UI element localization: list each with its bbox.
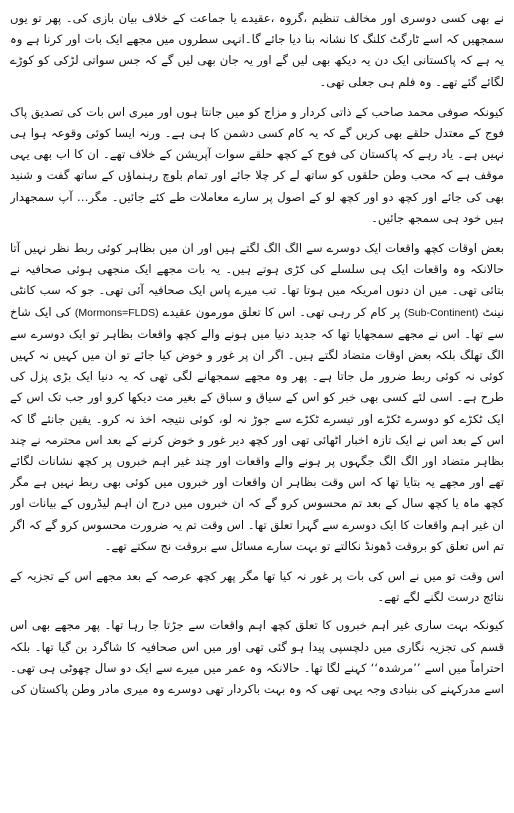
paragraph-5: کیونکہ بہت ساری غیر اہم خبروں کا تعلق کچھ اہم واقعات سے جڑتا جا رہا تھا۔ پھر مجھے بھی اس قسم کی تجزیہ نگاری میں دلچسپی پیدا ہو گئی تھی اور میں اس صحافیہ کا شاگرد بن گیا تھا۔ بلکہ احتراماً میں اسے ’’مرشدہ‘‘ کہنے لگا تھا۔ حالانکہ وہ عمر میں میرے سے ایک دو سال چھوٹی ہی تھی۔ اسے مدرکہنے کی بنیادی وجہ یہی تھی کہ وہ بہت باکردار تھی دوسرے وہ میری مادر وطن پاکستان کی bbox=[10, 618, 504, 697]
paragraph-2: کیونکہ صوفی محمد صاحب کے ذاتی کردار و مزاج کو میں جانتا ہوں اور میری اس بات کی تصدیق پاک فوج کے معتدل حلقے بھی کریں گے کہ یہ کام کسی دشمن کا ہی ہے۔ ورنہ ایسا کوئی وقوعہ ہوا ہی نہیں ہے۔ یاد رہے کہ پاکستان کی فوج کے کچھ حلقے سوات آپریشن کے خلاف تھے۔ ان کا اب بھی یہی موقف ہے کہ محب وطن حلقوں کو ساتھ لے کر چلا جائے اور تمام بلوچ رہنماؤں کے ساتھ گفت و شنید بھی کی جائے اور کچھ دو اور کچھ لو کے اصول پر سارے معاملات طے کئے جائیں۔ مگر… آپ سمجھدار ہیں خود ہی سمجھ جائیں۔ bbox=[10, 104, 504, 225]
paragraph-3-text-after: کی ایک شاخ سے تھا۔ اس نے مجھے سمجھایا تھا کہ جدید دنیا میں ہونے والے کچھ واقعات بظاہر تو ایک دوسرے سے الگ تھلگ بلکہ بعض اوقات متضاد لگتے ہیں۔ اگر ان پر غور و خوض کیا جائے تو ان میں کہیں نہ کہیں کوئی نہ کوئی ربط ضرور مل جاتا ہے۔ پھر وہ مجھے سمجھانے لگی تھی کہ یہ دنیا ایک بڑی پزل کی طرح ہے۔ اسی لئے کسی بھی خبر کو اس کے سیاق و سباق کے بغیر مت دیکھا کرو اور جب تک اس کے ایک ٹکڑے کو دوسرے ٹکڑے اور تیسرے ٹکڑے سے جوڑ نہ لو، کوئی نتیجہ اخذ نہ کرو۔ یقین جانئے گا کہ اس کے بعد اس نے ایک تازہ اخبار اٹھائی تھی اور کچھ دیر غور و خوض کرنے کے بعد اس محترمہ نے چند بظاہر متضاد اور الگ الگ جگہوں پر ہونے والے واقعات اور چند غیر اہم خبروں پر کچھ نشانات لگائے تھے اور مجھے یہ بتایا تھا کہ اس وقت بظاہر ان واقعات اور خبروں میں کوئی بھی ربط نہیں ہے مگر کچھ ماہ یا کچھ سال کے بعد تم محسوس کرو گے کہ ان خبروں میں درج ان اہم لیڈروں کے بیانات اور ان غیر اہم واقعات کا ایک دوسرے سے گہرا تعلق تھا۔ اس وقت تم یہ ضرورت محسوس کرو گے کہ اگر تم اس تعلق کو بروقت ڈھونڈ نکالتے تو بہت سارے مسائل سے بروقت نج سکتے تھے۔ bbox=[10, 304, 504, 553]
paragraph-3-text-middle: پر کام کر رہی تھی۔ اس کا تعلق مورمون عقیدے bbox=[162, 304, 401, 319]
paragraph-3-text-before: بعض اوقات کچھ واقعات ایک دوسرے سے الگ الگ لگتے ہیں اور ان میں بظاہر کوئی ربط نظر نہیں آتا حالانکہ وہ واقعات ایک ہی سلسلے کی کڑی ہوتے ہیں۔ یہ بات مجھے ایک منجھی ہوئی صحافیہ نے بتائی تھی۔ میں ان دنوں امریکہ میں ہوتا تھا۔ تب میرے پاس ایک صحافیہ آئی تھی۔ جو کہ سب کانٹی نینٹ bbox=[10, 241, 504, 319]
term-sub-continent: (Sub-Continent) bbox=[404, 306, 479, 319]
document-page bbox=[10, 8, 504, 808]
paragraph-1: نے بھی کسی دوسری اور مخالف تنظیم ،گروہ ،عقیدے یا جماعت کے خلاف بیان بازی کی۔ پھر تو یوں سمجھیں کہ اسے ٹارگٹ کلنگ کا نشانہ بنا دیا جائے گا۔انہی سطروں میں مجھے ایک بات اور کرنا ہے وہ یہ ہے کہ پاکستانی ایک دن یہ دیکھ بھی لیں گے اور یہ جان بھی لیں گے کہ جس سواتی لڑکی کو کوڑے لگائے گئے تھے۔ وہ فلم ہی جعلی تھی۔ bbox=[10, 11, 504, 89]
paragraph-4: اس وقت تو میں نے اس کی بات پر غور نہ کیا تھا مگر پھر کچھ عرصہ کے بعد مجھے اس کے تجزیہ کے نتائج درست لگنے لگے تھے۔ bbox=[10, 569, 504, 605]
term-mormons: (Mormons=FLDS) bbox=[74, 306, 159, 319]
paragraph-3 bbox=[10, 238, 504, 557]
